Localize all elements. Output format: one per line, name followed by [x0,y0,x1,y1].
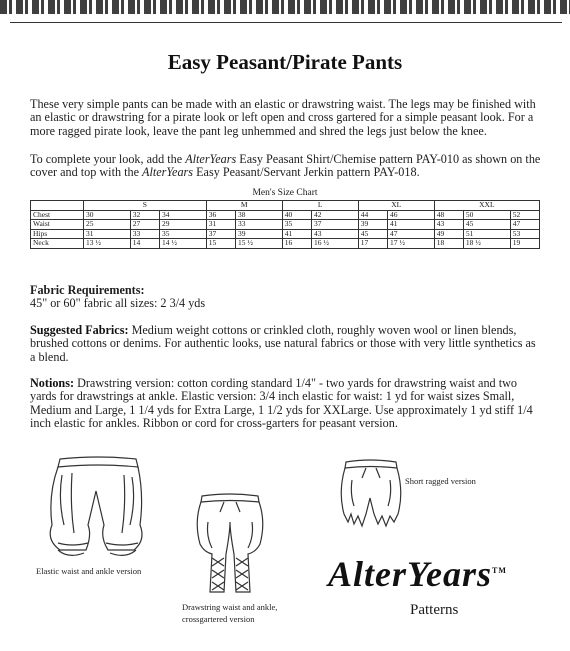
size-chart-body [31,210,540,248]
size-cell: 44 [358,210,387,220]
size-row-waist [31,220,540,230]
notions-heading: Notions: [30,376,75,390]
size-cell: 46 [387,210,434,220]
size-cell: 41 [387,220,434,230]
size-cell: 18 ½ [463,239,510,249]
size-cell: 43 [311,229,358,239]
size-header-xxl: XXL [434,201,539,211]
notions-text: Drawstring version: cotton cording standard 1/4" - two yards for drawstring waist and two yards for drawstrings at ankle. Elastic version: 3/4 inch elastic for waist: 1 yd for waist sizes Small, Medium and Large, 1 1/4 yds for Extra Large, 1 1/2 yds for XXLarge. Use approximately 1 yd stiff 1/4 inch elastic for ankles. Ribbon or cord for cross-garters for peasant version. [30,376,533,431]
complete-text-1: To complete your look, add the [30,152,186,166]
complete-look-paragraph [30,153,542,180]
size-header-blank [31,201,84,211]
size-cell: 39 [235,229,282,239]
top-rule [10,22,562,23]
size-cell: 14 ½ [159,239,206,249]
elastic-pants-illustration [38,455,158,565]
size-cell: 35 [159,229,206,239]
size-cell: 36 [206,210,235,220]
size-cell: 51 [463,229,510,239]
fabric-requirements [30,284,542,311]
size-cell: 37 [311,220,358,230]
size-cell: 31 [206,220,235,230]
size-cell: 38 [235,210,282,220]
size-cell: 43 [434,220,463,230]
caption-short: Short ragged version [405,476,476,486]
logo-name: AlterYears [328,554,493,594]
size-cell: 13 ½ [84,239,131,249]
size-cell: 40 [282,210,311,220]
short-ragged-illustration [340,458,402,538]
size-header-s: S [84,201,207,211]
size-row-chest [31,210,540,220]
size-row-label: Hips [31,229,84,239]
size-cell: 45 [358,229,387,239]
size-cell: 16 ½ [311,239,358,249]
size-cell: 52 [510,210,539,220]
size-cell: 19 [510,239,539,249]
logo-tm: TM [492,566,507,575]
decorative-border [0,0,570,14]
size-header-xl: XL [358,201,434,211]
caption-drawstring: Drawstring waist and ankle, crossgartered version [182,602,278,624]
size-cell: 15 [206,239,235,249]
logo-subtitle: Patterns [410,602,459,618]
size-chart-title: Men's Size Chart [252,188,318,198]
complete-text-2: Easy Peasant Shirt/Chemise pattern PAY-010 as shown on the cover and top with the [30,152,541,180]
size-cell: 53 [510,229,539,239]
size-cell: 18 [434,239,463,249]
size-cell: 32 [130,210,159,220]
suggested-fabrics [30,324,542,364]
size-cell: 47 [387,229,434,239]
size-cell: 34 [159,210,206,220]
size-row-label: Chest [31,210,84,220]
size-cell: 33 [235,220,282,230]
alteryears-logo [328,553,507,595]
fabric-text: 45" or 60" fabric all sizes: 2 3/4 yds [30,296,206,311]
size-cell: 14 [130,239,159,249]
drawstring-pants-illustration [194,492,266,600]
size-cell: 48 [434,210,463,220]
size-header-m: M [206,201,282,211]
brand-name: AlterYears [185,152,237,166]
size-cell: 16 [282,239,311,249]
size-row-label: Waist [31,220,84,230]
intro-paragraph: These very simple pants can be made with an elastic or drawstring waist. The legs may be finished with an elastic or drawstring for a pirate look or left open and cross gartered for a simple peasant look. For a more ragged pirate look, leave the pant leg unhemmed and shred the legs just below the knee. [30,97,536,138]
size-cell: 25 [84,220,131,230]
size-cell: 41 [282,229,311,239]
size-cell: 31 [84,229,131,239]
size-cell: 50 [463,210,510,220]
size-header-l: L [282,201,358,211]
suggested-heading: Suggested Fabrics: [30,323,129,337]
size-cell: 45 [463,220,510,230]
size-row-label: Neck [31,239,84,249]
page-title: Easy Peasant/Pirate Pants [167,50,403,74]
notions-paragraph [30,377,542,431]
size-header-row [31,201,540,211]
size-cell: 42 [311,210,358,220]
caption-elastic: Elastic waist and ankle version [36,566,142,576]
size-cell: 49 [434,229,463,239]
size-cell: 35 [282,220,311,230]
size-cell: 47 [510,220,539,230]
suggested-text: Medium weight cottons or crinkled cloth, roughly woven wool or linen blends, brushed cottons or denims. For authentic looks, use natural fabrics or those with very little synthetics as a blend. [30,323,536,364]
size-cell: 17 [358,239,387,249]
fabric-heading: Fabric Requirements: [30,283,145,297]
size-cell: 39 [358,220,387,230]
size-cell: 17 ½ [387,239,434,249]
size-cell: 29 [159,220,206,230]
size-cell: 27 [130,220,159,230]
size-row-hips [31,229,540,239]
size-row-neck [31,239,540,249]
brand-name-2: AlterYears [142,165,194,180]
size-cell: 33 [130,229,159,239]
size-cell: 37 [206,229,235,239]
size-cell: 30 [84,210,131,220]
size-chart-table [30,200,540,249]
size-cell: 15 ½ [235,239,282,249]
complete-text-3: Easy Peasant/Servant Jerkin pattern PAY-018. [193,165,420,180]
